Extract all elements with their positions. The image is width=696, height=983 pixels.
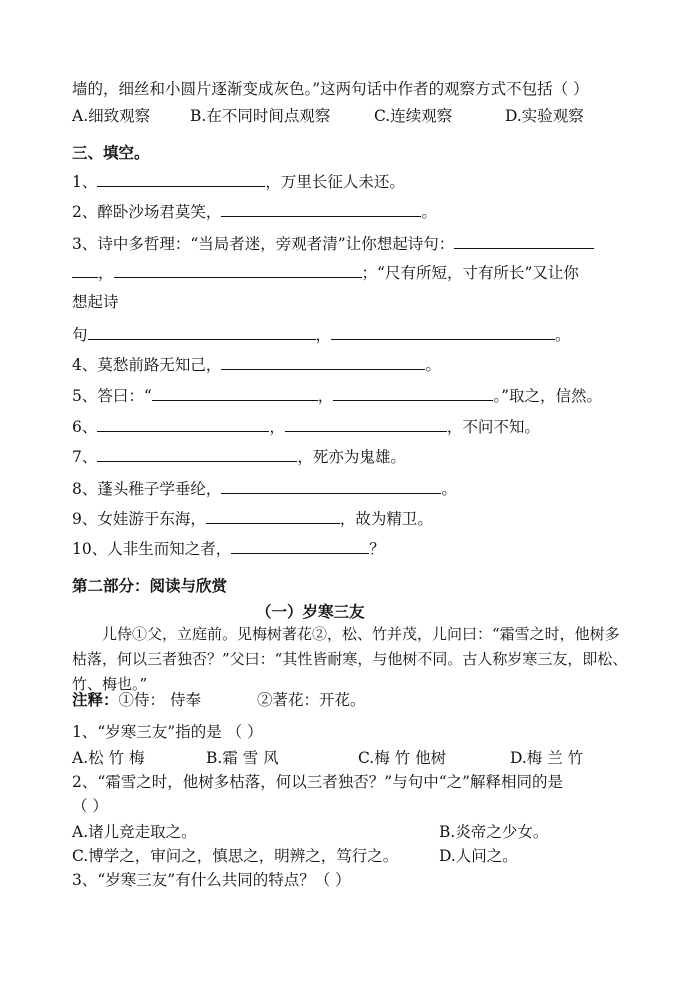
q5-suffix: 。”取之，信然。 — [493, 387, 602, 405]
q2-prefix: 2、醉卧沙场君莫笑， — [72, 203, 222, 221]
fill-question-9 — [72, 508, 433, 529]
q5-prefix: 5、答曰：“ — [72, 387, 152, 405]
section-heading: 三、填空。 — [72, 143, 150, 162]
fill-question-2 — [72, 201, 437, 222]
q5-blank-1[interactable] — [152, 385, 318, 401]
rq2-option-b: B.炎帝之少女。 — [439, 823, 549, 841]
fill-question-10 — [72, 538, 385, 559]
reading-question-2: 2、“霜雪之时，他树多枯落，何以三者独否？”与句中“之”解释相同的是 — [72, 773, 564, 791]
q3-blank-2[interactable] — [114, 262, 362, 278]
notes-line — [72, 690, 365, 710]
q3-comma: ， — [98, 264, 114, 282]
fill-question-1 — [72, 171, 405, 192]
q4-prefix: 4、莫愁前路无知己， — [72, 356, 222, 374]
q3-line1: 3、诗中多哲理：“当局者迷，旁观者清”让你想起诗句： — [72, 235, 455, 253]
q3-blank-3[interactable] — [88, 324, 316, 340]
q6-suffix: ，不问不知。 — [446, 418, 540, 436]
fill-question-3-line2 — [72, 262, 579, 283]
q9-suffix: ，故为精卫。 — [339, 510, 433, 528]
option-a: A.细致观察 — [72, 107, 151, 125]
passage — [72, 622, 632, 697]
rq1-option-b: B.霜 雪 风 — [206, 749, 279, 767]
reading-question-1: 1、“岁寒三友”指的是 （ ） — [72, 723, 263, 741]
q5-blank-2[interactable] — [333, 385, 493, 401]
question-stem-continued: 墙的，细丝和小圆片逐渐变成灰色。”这两句话中作者的观察方式不包括（ ） — [72, 80, 589, 98]
q3-blank-1[interactable] — [454, 233, 594, 249]
q10-blank[interactable] — [231, 538, 369, 554]
passage-text: 儿侍①父，立庭前。见梅树著花②，松、竹并茂，儿问曰：“霜雪之时，他树多枯落，何以三者独否？”父曰：“其性皆耐寒，与他树不同。古人称岁寒三友，即松、竹、梅也。” — [72, 625, 628, 693]
q10-suffix: ？ — [369, 540, 385, 558]
rq2-option-c: C.博学之，审问之，慎思之，明辨之，笃行之。 — [72, 847, 399, 865]
rq1-option-d: D.梅 兰 竹 — [510, 749, 584, 767]
q6-blank-1[interactable] — [97, 416, 269, 432]
q3-line3: 想起诗 — [72, 293, 119, 311]
rq2-option-d: D.人问之。 — [439, 847, 518, 865]
fill-question-4 — [72, 354, 441, 375]
q3-comma-2: ， — [315, 326, 332, 344]
q6-blank-2[interactable] — [285, 416, 447, 432]
fill-question-7 — [72, 446, 406, 467]
q1-blank[interactable] — [97, 171, 265, 187]
q9-prefix: 9、女娃游于东海， — [72, 510, 206, 528]
q8-blank[interactable] — [221, 478, 441, 494]
option-b: B.在不同时间点观察 — [190, 107, 331, 125]
note-2: ②著花：开花。 — [256, 691, 366, 709]
q2-suffix: 。 — [421, 203, 437, 221]
q1-prefix: 1、 — [72, 173, 98, 191]
note-label: 注释： — [72, 690, 119, 709]
passage-title: （一）岁寒三友 — [256, 602, 365, 621]
q6-comma: ， — [269, 418, 285, 436]
q3-blank-1-cont[interactable] — [72, 262, 98, 278]
note-1: ①侍： 侍奉 — [118, 691, 201, 709]
rq2-option-a: A.诸儿竞走取之。 — [72, 823, 197, 841]
rq1-option-a: A.松 竹 梅 — [72, 749, 145, 767]
part-heading: 第二部分：阅读与欣赏 — [72, 576, 228, 595]
q8-prefix: 8、蓬头稚子学垂纶， — [72, 480, 222, 498]
q8-suffix: 。 — [441, 480, 457, 498]
fill-question-8 — [72, 478, 457, 499]
q9-blank[interactable] — [206, 508, 340, 524]
q5-comma: ， — [317, 387, 334, 405]
q6-prefix: 6、 — [72, 418, 98, 436]
fill-question-6 — [72, 416, 540, 437]
q3-line4-prefix: 句 — [72, 326, 88, 344]
q1-suffix: ，万里长征人未还。 — [265, 173, 405, 191]
option-d: D.实验观察 — [505, 107, 584, 125]
q3-blank-4[interactable] — [331, 324, 555, 340]
q4-blank[interactable] — [221, 354, 425, 370]
reading-question-3: 3、“岁寒三友”有什么共同的特点？（ ） — [72, 871, 351, 889]
rq2-paren: （ ） — [72, 797, 108, 815]
fill-question-5 — [72, 385, 602, 406]
fill-question-3 — [72, 233, 594, 254]
q10-prefix: 10、人非生而知之者， — [72, 540, 232, 558]
q7-suffix: ，死亦为鬼雄。 — [297, 448, 406, 466]
q3-end: 。 — [555, 326, 571, 344]
q7-prefix: 7、 — [72, 448, 98, 466]
rq1-option-c: C.梅 竹 他树 — [358, 749, 447, 767]
option-c: C.连续观察 — [374, 107, 453, 125]
q2-blank[interactable] — [221, 201, 421, 217]
q7-blank[interactable] — [97, 446, 297, 462]
q4-suffix: 。 — [425, 356, 441, 374]
q3-mid: ；“尺有所短，寸有所长”又让你 — [361, 264, 579, 282]
fill-question-3-line4 — [72, 324, 571, 345]
